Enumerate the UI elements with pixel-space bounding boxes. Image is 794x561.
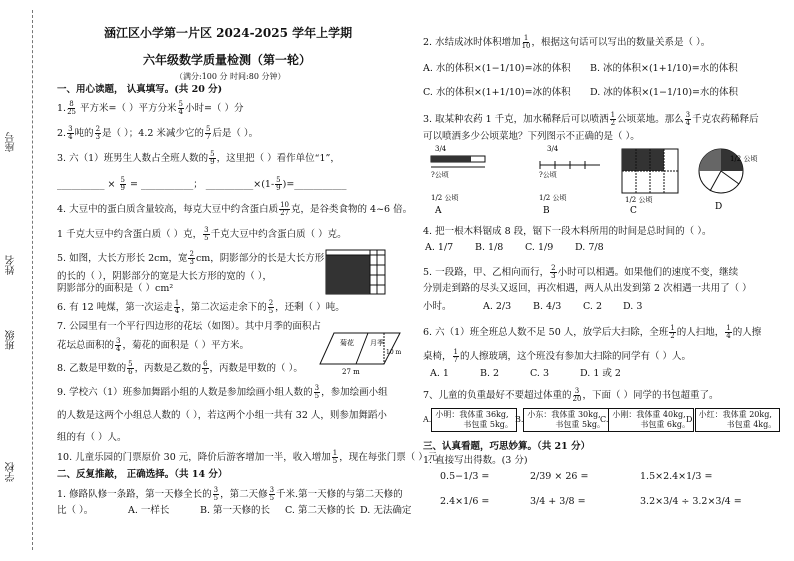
svg-text:1/2 公顷: 1/2 公顷 [539, 194, 567, 202]
svg-text:1/2 公顷: 1/2 公顷 [625, 196, 653, 204]
choice-3-figures [425, 143, 765, 218]
question-3: 3. 六（1）班男生人数占全班人数的 $\frac{5}{9}$ ，这里把（ ）看作单位“1”， [57, 150, 340, 166]
choice-1-option-c[interactable]: C. 第二天修的长 [285, 505, 355, 516]
svg-text:C: C [630, 206, 637, 216]
figure-c [622, 149, 678, 216]
question-9: 9. 学校六（1）班参加舞蹈小组的人数是参加绘画小组人数的 $\frac{3}{5}$ ，参加绘画小组 [57, 384, 388, 400]
question-5: 5. 如图，大长方形长 2cm，宽 $\frac{2}{3}$ cm，阴影部分的长是大长方形 [57, 250, 325, 266]
calc-2: 2/39 × 26 = [530, 471, 589, 482]
choice-6-line-2: 桌椅， $\frac{1}{7}$ 的人擦玻璃，这个班没有参加大扫除的同学有（ ）人。 [423, 348, 692, 364]
calc-1: 0.5−1/3 = [440, 471, 490, 482]
svg-text:?公顷: ?公顷 [539, 171, 557, 179]
question-2: 2. $\frac{3}{4}$ 吨的 $\frac{2}{3}$ 是（ ）；4.2 米减少它的 $\frac{5}{7}$ 后是（ ）。 [57, 125, 259, 141]
section-1-title: 一、用心读题， 认真填写。(共 20 分) [57, 84, 223, 95]
figure-a [431, 145, 485, 216]
choice-4-option-c[interactable]: C. 1/9 [525, 242, 554, 253]
question-3-line-2: __________ × $\frac{5}{9}$ = ___________； __________×(1- $\frac{5}{9}$ )=___________ [57, 176, 347, 192]
svg-text:3/4: 3/4 [547, 145, 559, 153]
svg-text:A: A [435, 206, 442, 216]
svg-text:D: D [715, 202, 723, 212]
choice-7-card-c[interactable]: C.小刚：我体重 40kg, 书包重 6kg。 [600, 408, 694, 432]
choice-3: 3. 取某种农药 1 千克，加水稀释后可以喷洒 $\frac{1}{2}$ 公顷菜地。那么 $\frac{3}{4}$ 千克农药稀释后 [423, 111, 759, 127]
choice-1-option-d[interactable]: D. 无法确定 [360, 505, 412, 516]
choice-5: 5. 一段路，甲、乙相向而行， $\frac{2}{3}$ 小时可以相遇。如果他们的速度不变，继续 [423, 264, 739, 280]
fig-label-width: 27 m [342, 368, 360, 376]
choice-1-option-b[interactable]: B. 第一天修的长 [200, 505, 271, 516]
svg-text:1/2 公顷: 1/2 公顷 [431, 194, 459, 202]
choice-5-option-c[interactable]: C. 2 [583, 301, 603, 312]
question-9-line-3: 组的有（ ）人。 [57, 432, 127, 443]
cut-line [32, 10, 33, 550]
question-4-line-2: 1 千克大豆中约含蛋白质（ ）克， $\frac{3}{5}$ 千克大豆中约含蛋白质（ ）克。 [57, 226, 347, 242]
svg-text:?公顷: ?公顷 [431, 171, 449, 179]
question-1: 1. $\frac{8}{25}$ 平方米=（ ）平方分米 $\frac{5}{4}$ 小时=（ ）分 [57, 100, 244, 116]
q5-rectangle-figure [325, 249, 387, 295]
question-9-line-2: 的人数是这两个小组总人数的（ ），若这两个小组一共有 32 人，则参加舞蹈小 [57, 410, 387, 421]
calc-4: 2.4×1/6 = [440, 496, 490, 507]
question-6: 6. 有 12 吨煤，第一次运走 $\frac{1}{4}$ ，第二次运走余下的 $\frac{2}{5}$ ，还剩（ ）吨。 [57, 299, 345, 315]
question-10: 10. 儿童乐园的门票原价 30 元，降价后游客增加一半，收入增加 $\frac{1}{5}$ ，现在每张门票（ ）元。 [57, 449, 447, 465]
calc-6: 3.2×3/4 ÷ 3.2×3/4 = [640, 496, 742, 507]
svg-text:3/4: 3/4 [435, 145, 447, 153]
choice-2-option-a[interactable]: A. 水的体积×(1−1/10)=冰的体积 [423, 63, 571, 74]
choice-2-option-c[interactable]: C. 水的体积×(1+1/10)=冰的体积 [423, 87, 571, 98]
exam-subtitle: 六年级数学质量检测（第一轮） [143, 53, 312, 67]
choice-7-card-b[interactable]: B.小东：我体重 30kg, 书包重 5kg。 [515, 408, 609, 432]
fig-label-chrysanthemum: 菊花 [340, 339, 354, 347]
exam-meta: （满分:100 分 时间:80 分钟） [175, 72, 286, 81]
choice-6-option-b[interactable]: B. 2 [480, 368, 500, 379]
choice-5-option-b[interactable]: B. 4/3 [533, 301, 562, 312]
question-7: 7. 公园里有一个平行四边形的花坛（如图）。其中月季的面积占 [57, 321, 321, 332]
exam-title: 涵江区小学第一片区 2024-2025 学年上学期 [104, 26, 353, 40]
choice-4-option-a[interactable]: A. 1/7 [425, 242, 454, 253]
choice-4-option-b[interactable]: B. 1/8 [475, 242, 504, 253]
figure-d [699, 149, 758, 212]
fig-label-height: 10 m [386, 349, 402, 356]
question-5-line-2: 的长的（ ），阴影部分的宽是大长方形的宽的（ ）， [57, 271, 273, 282]
section-2-title: 二、反复推敲， 正确选择。（共 14 分） [57, 469, 228, 480]
choice-1-option-a[interactable]: A. 一样长 [128, 505, 170, 516]
choice-7: 7、儿童的负重最好不要超过体重的 $\frac{3}{20}$ ，下面（ ）同学的书包超重了。 [423, 387, 719, 403]
question-8: 8. 乙数是甲数的 $\frac{5}{6}$ ，丙数是乙数的 $\frac{6}{5}$ ，丙数是甲数的（ ）。 [57, 360, 303, 376]
question-4: 4. 大豆中的蛋白质含量较高，每克大豆中约含蛋白质 $\frac{10}{27}$ 克，是谷类食物的 4~6 倍。 [57, 201, 413, 217]
choice-2: 2. 水结成冰时体积增加 $\frac{1}{10}$ ，根据这句话可以写出的数量关系是（ ）。 [423, 34, 711, 50]
question-7-line-2: 花坛总面积的 $\frac{3}{4}$ ，菊花的面积是（ ）平方米。 [57, 337, 250, 353]
section-3-title: 三、认真看题，巧思妙算。（共 21 分） [423, 441, 591, 452]
choice-2-option-b[interactable]: B. 冰的体积×(1+1/10)=水的体积 [590, 63, 738, 74]
choice-3-line-2: 可以喷洒多少公顷菜地？下列图示不正确的是（ ）。 [423, 131, 640, 142]
choice-7-card-d[interactable]: D.小红：我体重 20kg, 书包重 4kg。 [686, 408, 780, 432]
choice-5-line-2: 分别走到路的尽头又返回，再次相遇，两人从出发到第 2 次相遇一共用了（ ） [423, 283, 752, 294]
figure-b [539, 145, 600, 216]
choice-6-option-a[interactable]: A. 1 [430, 368, 449, 379]
choice-6-option-d[interactable]: D. 1 或 2 [580, 368, 621, 379]
choice-1: 1. 修路队修一条路，第一天修全长的 $\frac{3}{5}$ ，第二天修 $\frac{3}{5}$ 千米.第一天修的与第二天修的 [57, 486, 403, 502]
class-label: 班级 [6, 330, 17, 350]
choice-1-line-2: 比（ ）。 [57, 505, 94, 516]
binding-margin [0, 0, 40, 561]
choice-6: 6. 六（1）班全班总人数不足 50 人，放学后大扫除，全班 $\frac{1}{2}$ 的人扫地， $\frac{1}{4}$ 的人擦 [423, 324, 762, 340]
q7-parallelogram-figure [318, 330, 403, 376]
question-5-line-3: 阴影部分的面积是（ ）cm² [57, 283, 174, 294]
choice-5-option-d[interactable]: D. 3 [623, 301, 643, 312]
choice-5-option-a[interactable]: A. 2/3 [483, 301, 512, 312]
choice-5-line-3: 小时。 [423, 301, 452, 312]
calc-5: 3/4 + 3/8 = [530, 496, 586, 507]
svg-text:B: B [543, 206, 550, 216]
section-3-sub: 1. 直接写出得数。(3 分) [423, 455, 528, 466]
choice-2-option-d[interactable]: D. 冰的体积×(1−1/10)=水的体积 [590, 87, 738, 98]
name-label: 姓名 [6, 255, 17, 275]
fig-label-rose: 月季 [370, 339, 384, 347]
school-label: 学校 [6, 462, 17, 482]
choice-7-card-a[interactable]: A.小明：我体重 36kg, 书包重 5kg。 [423, 408, 517, 432]
seat-label: 座号 [6, 132, 17, 152]
choice-4-option-d[interactable]: D. 7/8 [575, 242, 604, 253]
choice-4: 4. 把一根木料锯成 8 段，锯下一段木料所用的时间是总时间的（ ）。 [423, 226, 712, 237]
svg-text:1/2 公顷: 1/2 公顷 [730, 155, 758, 163]
calc-3: 1.5×2.4×1/3 = [640, 471, 713, 482]
choice-6-option-c[interactable]: C. 3 [530, 368, 550, 379]
